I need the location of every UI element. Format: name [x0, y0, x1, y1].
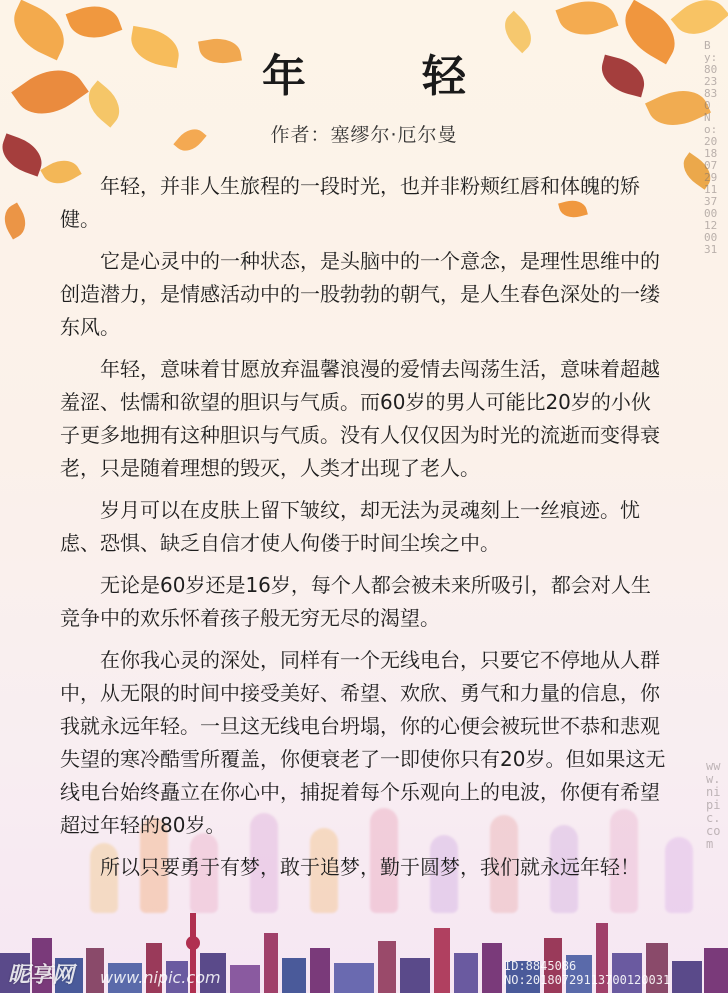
watermark-site: www.nipic.com — [100, 968, 221, 987]
side-watermark-site: www.nipic.com — [706, 759, 721, 851]
paragraph: 无论是60岁还是16岁，每个人都会被未来所吸引，都会对人生竞争中的欢乐怀着孩子般无穷无尽的渴望。 — [60, 573, 651, 630]
leaf-decoration — [555, 0, 618, 44]
paragraph: 年轻，意味着甘愿放弃温馨浪漫的爱情去闯荡生活，意味着超越羞涩、怯懦和欲望的胆识与气质。而60岁的男人可能比20岁的小伙子更多地拥有这种胆识与气质。没有人仅仅因为时光的流逝而变得衰老，只是随着理想的毁灭，人类才出现了老人。 — [60, 357, 660, 480]
watermark-logo: 昵享网 — [8, 963, 75, 988]
watermark-id: ID:8845086 NO:20180729113700120031 — [504, 959, 671, 987]
paragraph: 岁月可以在皮肤上留下皱纹，却无法为灵魂刻上一丝痕迹。忧虑、恐惧、缺乏自信才使人佝偻于时间尘埃之中。 — [60, 498, 640, 555]
leaf-decoration — [0, 203, 32, 240]
author-line: 作者：塞缪尔·厄尔曼 — [270, 124, 458, 146]
paragraph: 所以只要勇于有梦，敢于追梦，勤于圆梦，我们就永远年轻！ — [100, 855, 640, 879]
paragraph: 年轻，并非人生旅程的一段时光，也并非粉颊红唇和体魄的矫健。 — [60, 174, 640, 231]
leaf-decoration — [671, 0, 728, 45]
side-watermark: By:8023830 No:20180729113700120031 — [704, 39, 718, 256]
person-silhouette — [665, 837, 693, 913]
paragraph: 它是心灵中的一种状态，是头脑中的一个意念，是理性思维中的创造潜力，是情感活动中的一股勃勃的朝气，是人生春色深处的一缕东风。 — [60, 249, 660, 339]
page-title: 年 轻 — [262, 51, 502, 102]
paragraph: 在你我心灵的深处，同样有一个无线电台，只要它不停地从人群中，从无限的时间中接受美好、希望、欢欣、勇气和力量的信息，你我就永远年轻。一旦这无线电台坍塌，你的心便会被玩世不恭和悲观失望的寒冷酷雪所覆盖，你便衰老了一即使你只有20岁。但如果这无线电台始终矗立在你心中，捕捉着每个乐观向上的电波，你便有希望超过年轻的80岁。 — [60, 648, 666, 837]
poem-body — [60, 170, 666, 893]
